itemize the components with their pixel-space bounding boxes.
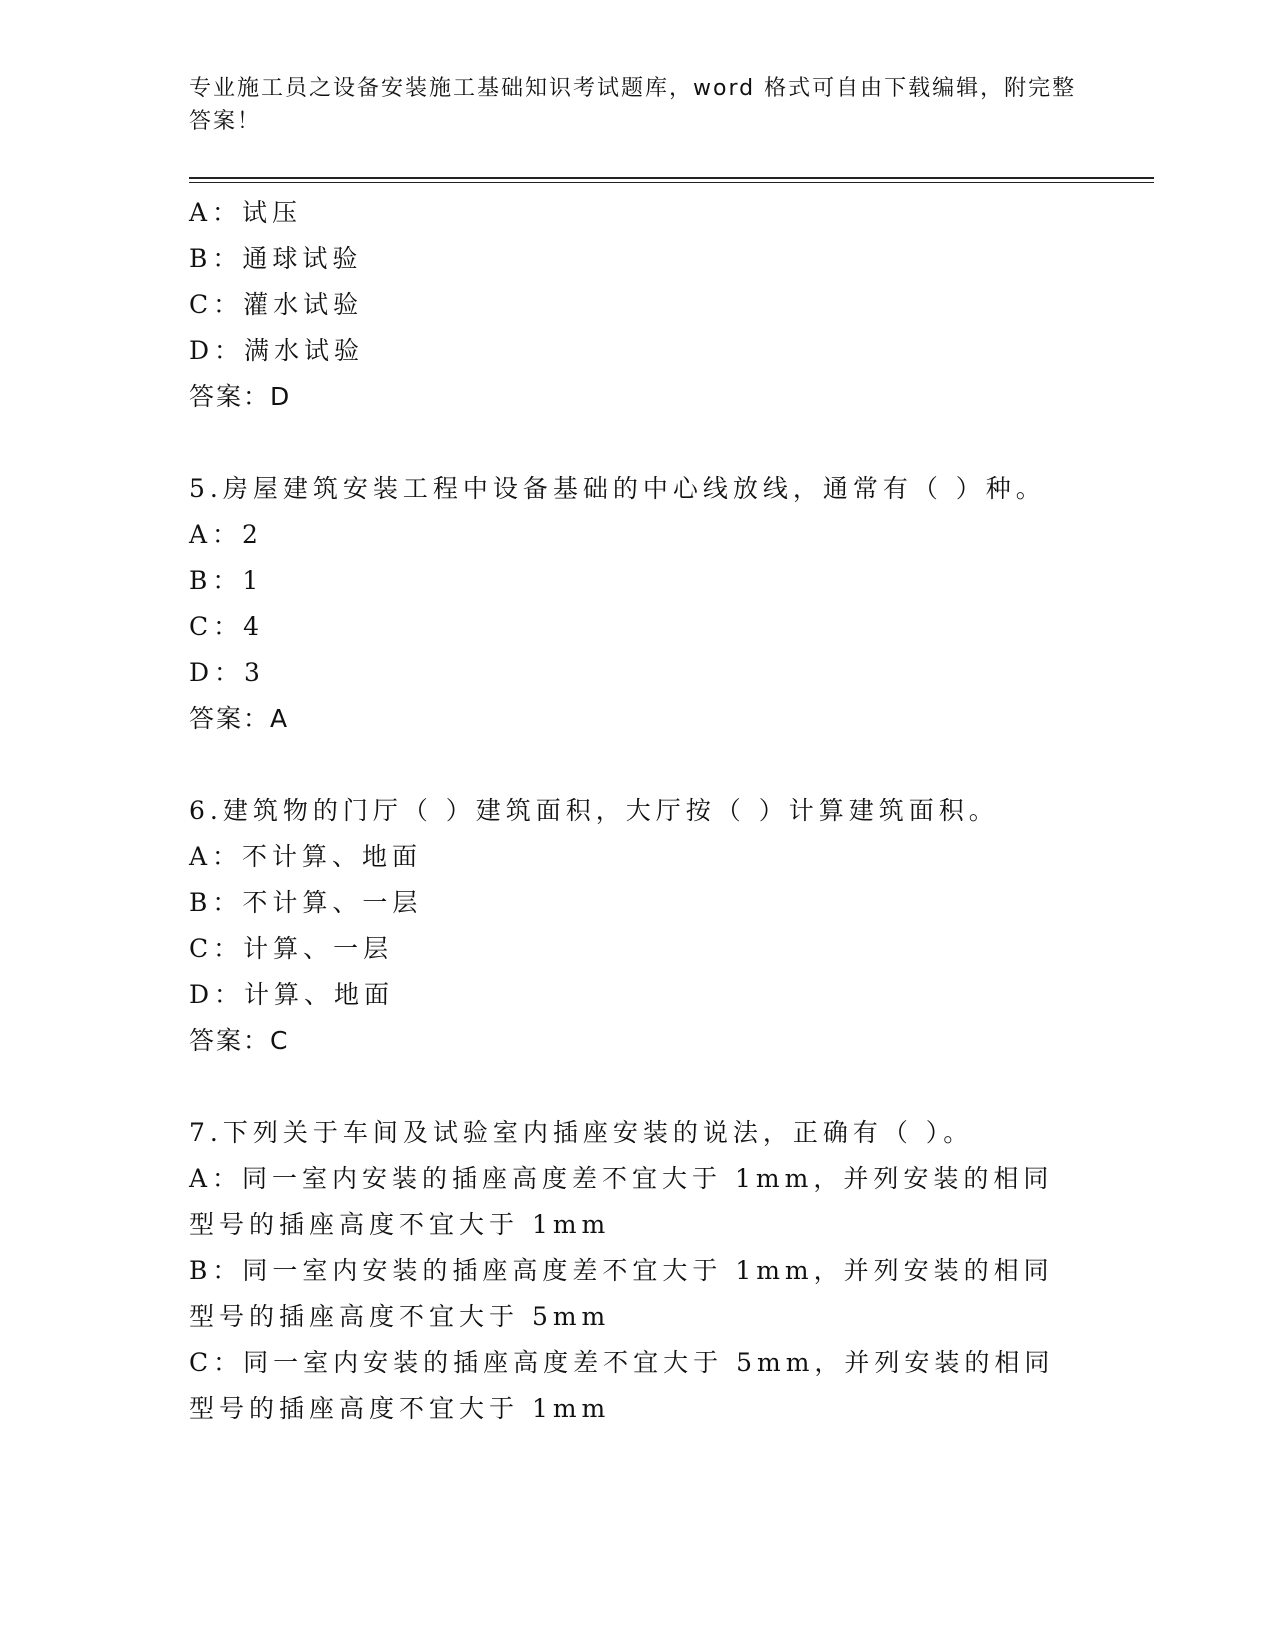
question-text: 6.建筑物的门厅（ ）建筑面积，大厅按（ ）计算建筑面积。: [189, 796, 999, 825]
question-block-4: [189, 190, 1089, 420]
option-c: C：灌水试验: [189, 290, 364, 319]
question-content: [189, 190, 1089, 1432]
option-d: D：3: [189, 658, 265, 687]
option-c: C：计算、一层: [189, 934, 394, 963]
option-b: B：同一室内安装的插座高度差不宜大于 1mm，并列安装的相同型号的插座高度不宜大于 5mm: [189, 1256, 1054, 1331]
option-c: C：同一室内安装的插座高度差不宜大于 5mm，并列安装的相同型号的插座高度不宜大于 1mm: [189, 1348, 1055, 1423]
answer-line: 答案：A: [189, 704, 290, 733]
option-a: A：同一室内安装的插座高度差不宜大于 1mm，并列安装的相同型号的插座高度不宜大于 1mm: [189, 1164, 1054, 1239]
question-block-7: [189, 1110, 1089, 1432]
question-text: 7.下列关于车间及试验室内插座安装的说法，正确有（ ）。: [189, 1118, 974, 1147]
header-divider-thick: [189, 177, 1154, 179]
answer-line: 答案：C: [189, 1026, 290, 1055]
answer-line: 答案：D: [189, 382, 292, 411]
option-c: C：4: [189, 612, 265, 641]
option-b: B：通球试验: [189, 244, 363, 273]
header-divider-thin: [189, 182, 1154, 183]
option-d: D：计算、地面: [189, 980, 395, 1009]
document-header-text: 专业施工员之设备安装施工基础知识考试题库，word 格式可自由下载编辑，附完整答案！: [189, 76, 1077, 134]
option-a: A：试压: [189, 198, 303, 227]
question-text: 5.房屋建筑安装工程中设备基础的中心线放线，通常有（ ）种。: [189, 474, 1046, 503]
option-a: A：不计算、地面: [189, 842, 423, 871]
option-d: D：满水试验: [189, 336, 365, 365]
option-a: A：2: [189, 520, 263, 549]
question-block-5: [189, 466, 1089, 742]
option-b: B：1: [189, 566, 264, 595]
question-block-6: [189, 788, 1089, 1064]
option-b: B：不计算、一层: [189, 888, 423, 917]
